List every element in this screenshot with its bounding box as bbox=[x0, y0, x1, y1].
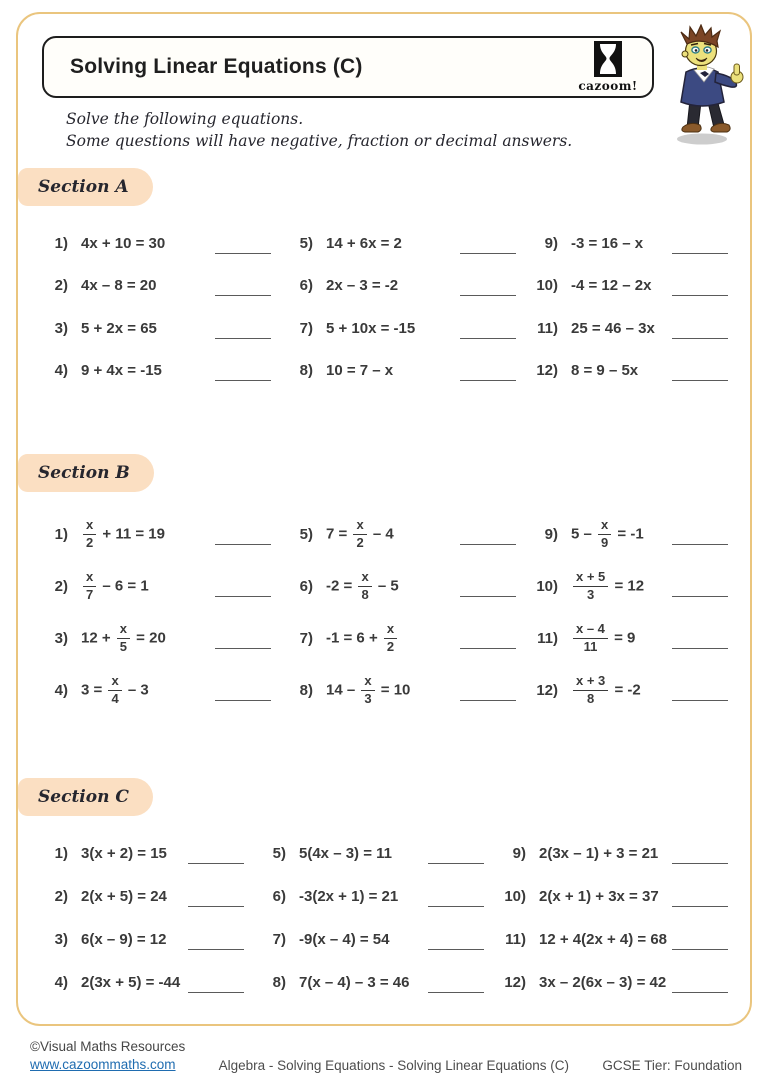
problem-row bbox=[260, 875, 500, 918]
section-c-problems bbox=[42, 832, 744, 1004]
problem-number: 8) bbox=[299, 362, 313, 380]
equation: 4x + 10 = 30 bbox=[81, 234, 166, 252]
answer-line bbox=[460, 295, 516, 296]
problem-row bbox=[42, 918, 260, 961]
problem-row bbox=[42, 265, 287, 308]
section-b-label: Section B bbox=[38, 463, 130, 483]
answer-line bbox=[672, 338, 728, 339]
problem-row bbox=[500, 832, 744, 875]
section-c-badge bbox=[18, 778, 153, 816]
problem-number: 11) bbox=[505, 931, 526, 948]
answer-line bbox=[428, 949, 484, 950]
answer-line bbox=[428, 992, 484, 993]
equation: 14 – $\frac{x}{3}$ = 10 bbox=[326, 672, 411, 706]
equation: -9(x – 4) = 54 bbox=[299, 931, 390, 948]
problem-number: 9) bbox=[544, 234, 558, 252]
problem-number: 6) bbox=[299, 577, 313, 595]
instruction-line-1: Solve the following equations. bbox=[66, 110, 304, 128]
problem-number: 10) bbox=[536, 277, 558, 295]
fraction: $\frac{x}{4}$ bbox=[108, 674, 121, 707]
answer-line bbox=[215, 338, 271, 339]
problem-number: 2) bbox=[54, 277, 68, 295]
problem-number: 7) bbox=[272, 931, 286, 948]
footer-breadcrumb: Algebra - Solving Equations - Solving Linear Equations (C) bbox=[218, 1058, 570, 1074]
problem-number: 9) bbox=[512, 845, 526, 862]
equation: -3(2x + 1) = 21 bbox=[299, 888, 399, 905]
equation: 25 = 46 – 3x bbox=[571, 319, 655, 337]
equation: $\frac{x}{2}$ + 11 = 19 bbox=[81, 518, 165, 551]
problem-row bbox=[42, 222, 287, 265]
problem-number: 6) bbox=[299, 277, 313, 295]
answer-line bbox=[215, 253, 271, 254]
problem-number: 7) bbox=[299, 629, 313, 647]
problem-row bbox=[42, 350, 287, 393]
problem-row bbox=[287, 350, 532, 393]
equation: 2(3x + 5) = -44 bbox=[81, 974, 181, 991]
equation: 12 + $\frac{x}{5}$ = 20 bbox=[81, 620, 166, 654]
problem-number: 12) bbox=[536, 362, 558, 380]
problem-number: 11) bbox=[537, 629, 558, 647]
fraction: $\frac{x}{5}$ bbox=[117, 622, 130, 655]
equation: 12 + 4(2x + 4) = 68 bbox=[539, 931, 668, 948]
equation: 10 = 7 – x bbox=[326, 362, 394, 380]
problem-row bbox=[260, 961, 500, 1004]
equation: -2 = $\frac{x}{8}$ – 5 bbox=[326, 568, 399, 602]
problem-number: 8) bbox=[299, 681, 313, 699]
answer-line bbox=[672, 949, 728, 950]
answer-line bbox=[460, 544, 516, 545]
equation: -1 = 6 + $\frac{x}{2}$ bbox=[326, 622, 399, 655]
problem-number: 10) bbox=[536, 577, 558, 595]
equation: 7(x – 4) – 3 = 46 bbox=[299, 974, 410, 991]
fraction: $\frac{x}{3}$ bbox=[361, 674, 374, 707]
gcse-tier-label: GCSE Tier: Foundation bbox=[602, 1058, 742, 1074]
section-c-label: Section C bbox=[38, 787, 129, 807]
problem-row bbox=[287, 508, 532, 560]
problem-row bbox=[287, 664, 532, 716]
answer-line bbox=[460, 380, 516, 381]
answer-line bbox=[672, 906, 728, 907]
fraction: $\frac{x + 3}{8}$ bbox=[573, 674, 608, 707]
problem-number: 1) bbox=[54, 845, 68, 862]
answer-line bbox=[672, 863, 728, 864]
equation: 3(x + 2) = 15 bbox=[81, 845, 167, 862]
section-a-badge bbox=[18, 168, 153, 206]
equation: 3x – 2(6x – 3) = 42 bbox=[539, 974, 667, 991]
equation: 5 – $\frac{x}{9}$ = -1 bbox=[571, 516, 644, 550]
problem-row bbox=[287, 612, 532, 664]
footer-credits bbox=[30, 1038, 185, 1073]
problem-number: 1) bbox=[54, 525, 68, 543]
answer-line bbox=[215, 544, 271, 545]
problem-row bbox=[500, 875, 744, 918]
answer-line bbox=[215, 648, 271, 649]
fraction: $\frac{x}{2}$ bbox=[384, 622, 397, 655]
problem-row bbox=[42, 664, 287, 716]
equation: -4 = 12 – 2x bbox=[571, 277, 652, 295]
problem-number: 12) bbox=[504, 974, 526, 991]
problem-row bbox=[532, 560, 744, 612]
fraction: $\frac{x}{2}$ bbox=[83, 518, 96, 551]
problem-row bbox=[287, 222, 532, 265]
problem-number: 3) bbox=[54, 629, 68, 647]
equation: -3 = 16 – x bbox=[571, 234, 644, 252]
equation: 3 = $\frac{x}{4}$ – 3 bbox=[81, 672, 149, 706]
problem-number: 5) bbox=[272, 845, 286, 862]
problem-row bbox=[42, 612, 287, 664]
equation: 2(x + 1) + 3x = 37 bbox=[539, 888, 659, 905]
title-box bbox=[42, 36, 654, 98]
answer-line bbox=[215, 295, 271, 296]
fraction: $\frac{x}{8}$ bbox=[358, 570, 371, 603]
problem-row bbox=[287, 265, 532, 308]
answer-line bbox=[215, 700, 271, 701]
answer-line bbox=[672, 648, 728, 649]
equation: 6(x – 9) = 12 bbox=[81, 931, 167, 948]
problem-number: 2) bbox=[54, 577, 68, 595]
equation: 9 + 4x = -15 bbox=[81, 362, 162, 380]
page-title: Solving Linear Equations (C) bbox=[70, 55, 363, 78]
answer-line bbox=[215, 380, 271, 381]
website-link[interactable]: www.cazoommaths.com bbox=[30, 1056, 176, 1072]
equation: 5 + 2x = 65 bbox=[81, 319, 157, 337]
equation: $\frac{x + 5}{3}$ = 12 bbox=[571, 570, 644, 603]
problem-row bbox=[532, 508, 744, 560]
worksheet-page bbox=[16, 12, 752, 1026]
problem-row bbox=[532, 664, 744, 716]
answer-line bbox=[672, 596, 728, 597]
problem-number: 1) bbox=[54, 234, 68, 252]
problem-number: 5) bbox=[299, 234, 313, 252]
problem-row bbox=[500, 961, 744, 1004]
problem-number: 4) bbox=[54, 681, 68, 699]
answer-line bbox=[672, 992, 728, 993]
answer-line bbox=[460, 253, 516, 254]
equation: 2(3x – 1) + 3 = 21 bbox=[539, 845, 659, 862]
problem-number: 10) bbox=[504, 888, 526, 905]
answer-line bbox=[215, 596, 271, 597]
answer-line bbox=[460, 648, 516, 649]
problem-row bbox=[500, 918, 744, 961]
mascot-boy-icon bbox=[656, 24, 758, 148]
footer bbox=[30, 1038, 742, 1073]
problem-row bbox=[287, 560, 532, 612]
section-b-badge bbox=[18, 454, 154, 492]
problem-row bbox=[532, 307, 744, 350]
answer-line bbox=[188, 906, 244, 907]
problem-number: 9) bbox=[544, 525, 558, 543]
problem-number: 7) bbox=[299, 319, 313, 337]
problem-row bbox=[260, 832, 500, 875]
problem-row bbox=[532, 612, 744, 664]
problem-row bbox=[42, 875, 260, 918]
problem-number: 11) bbox=[537, 319, 558, 337]
section-a-problems bbox=[42, 222, 744, 392]
equation: $\frac{x + 3}{8}$ = -2 bbox=[571, 674, 641, 707]
problem-row bbox=[532, 265, 744, 308]
problem-row bbox=[260, 918, 500, 961]
answer-line bbox=[188, 949, 244, 950]
problem-number: 3) bbox=[54, 319, 68, 337]
equation: $\frac{x}{7}$ – 6 = 1 bbox=[81, 570, 149, 603]
problem-row bbox=[42, 832, 260, 875]
fraction: $\frac{x}{7}$ bbox=[83, 570, 96, 603]
equation: 14 + 6x = 2 bbox=[326, 234, 402, 252]
section-a-label: Section A bbox=[38, 177, 129, 197]
problem-number: 6) bbox=[272, 888, 286, 905]
cazoom-logo-text: cazoom! bbox=[578, 79, 638, 93]
cazoom-logo bbox=[578, 40, 638, 94]
cazoom-logo-icon bbox=[580, 40, 636, 80]
problem-row bbox=[287, 307, 532, 350]
answer-line bbox=[460, 700, 516, 701]
answer-line bbox=[672, 544, 728, 545]
answer-line bbox=[188, 992, 244, 993]
equation: 5 + 10x = -15 bbox=[326, 319, 416, 337]
answer-line bbox=[672, 253, 728, 254]
answer-line bbox=[188, 863, 244, 864]
instruction-line-2: Some questions will have negative, fraction or decimal answers. bbox=[66, 132, 573, 151]
problem-number: 2) bbox=[54, 888, 68, 905]
problem-row bbox=[42, 508, 287, 560]
fraction: $\frac{x}{9}$ bbox=[598, 518, 611, 551]
equation: 7 = $\frac{x}{2}$ – 4 bbox=[326, 516, 394, 550]
answer-line bbox=[428, 863, 484, 864]
copyright-text: ©Visual Maths Resources bbox=[30, 1039, 186, 1054]
equation: 2(x + 5) = 24 bbox=[81, 888, 167, 905]
problem-number: 4) bbox=[54, 362, 68, 380]
fraction: $\frac{x + 5}{3}$ bbox=[573, 570, 608, 603]
answer-line bbox=[428, 906, 484, 907]
problem-row bbox=[42, 560, 287, 612]
fraction: $\frac{x}{2}$ bbox=[353, 518, 366, 551]
fraction: $\frac{x - 4}{11}$ bbox=[573, 622, 608, 655]
equation: 8 = 9 – 5x bbox=[571, 362, 639, 380]
answer-line bbox=[672, 700, 728, 701]
problem-row bbox=[532, 350, 744, 393]
answer-line bbox=[672, 295, 728, 296]
problem-number: 4) bbox=[54, 974, 68, 991]
answer-line bbox=[672, 380, 728, 381]
equation: 5(4x – 3) = 11 bbox=[299, 845, 392, 862]
equation: $\frac{x - 4}{11}$ = 9 bbox=[571, 622, 635, 655]
problem-number: 5) bbox=[299, 525, 313, 543]
problem-number: 3) bbox=[54, 931, 68, 948]
equation: 2x – 3 = -2 bbox=[326, 277, 399, 295]
equation: 4x – 8 = 20 bbox=[81, 277, 157, 295]
problem-row bbox=[42, 307, 287, 350]
problem-row bbox=[532, 222, 744, 265]
answer-line bbox=[460, 596, 516, 597]
problem-row bbox=[42, 961, 260, 1004]
instructions bbox=[66, 108, 572, 153]
section-b-problems bbox=[42, 508, 744, 716]
problem-number: 12) bbox=[536, 681, 558, 699]
answer-line bbox=[460, 338, 516, 339]
problem-number: 8) bbox=[272, 974, 286, 991]
